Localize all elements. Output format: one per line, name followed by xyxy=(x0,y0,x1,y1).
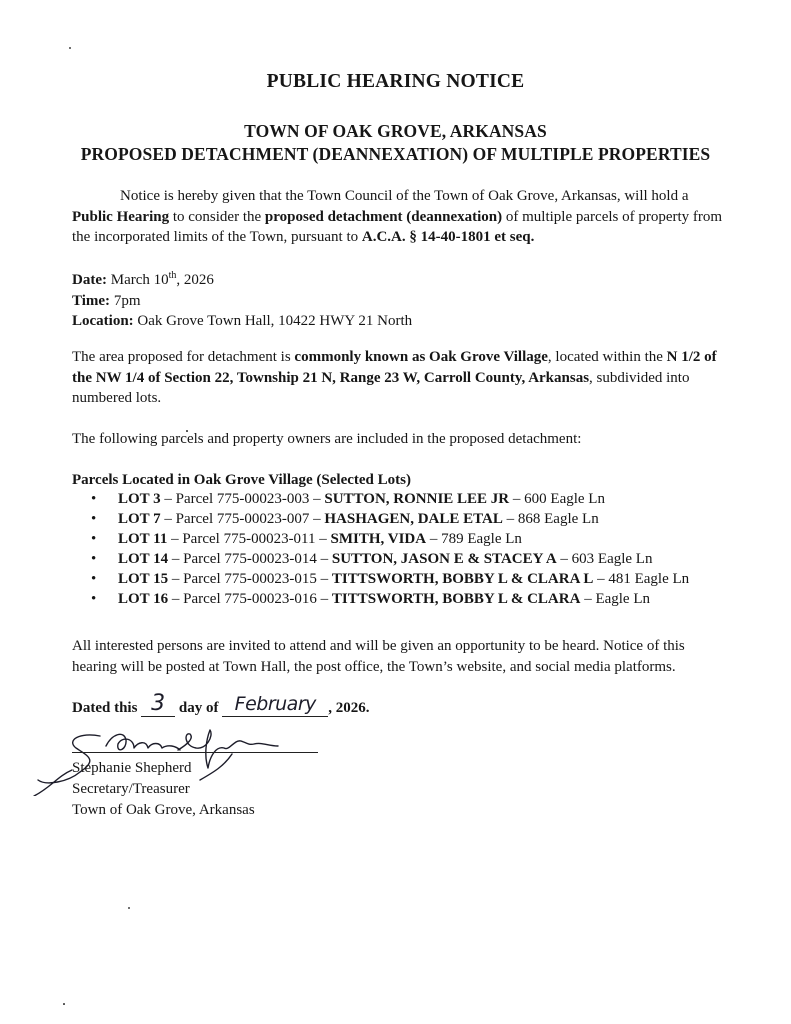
bullet-icon: • xyxy=(91,491,97,507)
separator: – xyxy=(316,570,332,587)
area-bold-village: commonly known as Oak Grove Village xyxy=(294,349,548,365)
list-item xyxy=(72,570,772,590)
separator: – xyxy=(593,570,609,587)
separator: – xyxy=(580,590,596,607)
separator: – xyxy=(160,510,176,527)
lot-number: LOT 3 xyxy=(118,491,161,507)
handwritten-month: February xyxy=(234,693,316,715)
parcel-address: 600 Eagle Ln xyxy=(524,491,605,507)
owner-name: SUTTON, RONNIE LEE JR xyxy=(324,491,510,507)
time-value: 7pm xyxy=(113,292,141,309)
separator: – xyxy=(509,491,525,507)
lot-number: LOT 11 xyxy=(118,530,168,547)
parcels-intro: The following parcels and property owners are included in the proposed detachment: xyxy=(72,431,582,447)
detachment-heading: PROPOSED DETACHMENT (DEANNEXATION) OF MULTIPLE PROPERTIES xyxy=(80,144,711,164)
list-item xyxy=(72,490,772,510)
separator: – xyxy=(502,510,518,527)
parcels-heading: Parcels Located in Oak Grove Village (Selected Lots) xyxy=(72,472,411,488)
area-text-3: , subdivided into numbered lots. xyxy=(72,369,690,406)
parcel-address: 481 Eagle Ln xyxy=(608,570,690,587)
meeting-details xyxy=(72,266,732,332)
intro-bold-public-hearing: Public Hearing xyxy=(72,208,170,225)
lot-number: LOT 15 xyxy=(118,570,169,587)
intro-paragraph xyxy=(72,186,732,248)
town-heading: TOWN OF OAK GROVE, ARKANSAS xyxy=(244,121,547,141)
dated-line xyxy=(72,691,370,717)
parcel-address: Eagle Ln xyxy=(595,590,650,607)
bullet-icon: • xyxy=(91,530,97,547)
bullet-icon: • xyxy=(91,550,97,567)
separator: – xyxy=(426,530,442,547)
invitation-paragraph: All interested persons are invited to attend and will be given an opportunity to be heard. Notice of this hearing will be posted at Town Hall, the post office, the Town’s website, and social media platforms. xyxy=(72,638,685,675)
parcel-number: Parcel 775-00023-003 xyxy=(175,491,310,507)
area-paragraph xyxy=(72,347,732,409)
signer-name: Stephanie Shepherd xyxy=(72,760,192,776)
signer-title: Secretary/Treasurer xyxy=(72,781,190,797)
location-value: Oak Grove Town Hall, 10422 HWY 21 North xyxy=(137,313,413,329)
dated-prefix: Dated this xyxy=(72,700,142,716)
time-label: Time: xyxy=(72,292,111,309)
signer-organization: Town of Oak Grove, Arkansas xyxy=(72,802,255,818)
parcel-list xyxy=(72,490,772,609)
list-item xyxy=(72,550,772,570)
scan-speck xyxy=(63,1003,65,1005)
separator: – xyxy=(316,590,332,607)
parcel-number: Parcel 775-00023-007 xyxy=(175,510,310,527)
scan-speck xyxy=(186,430,188,432)
area-bold-legal-description: N 1/2 of the NW 1/4 of Section 22, Township 21 N, Range 23 W, Carroll County, Arkansas xyxy=(72,349,717,386)
owner-name: SUTTON, JASON E & STACEY A xyxy=(331,550,557,567)
scan-speck xyxy=(69,47,71,49)
bullet-icon: • xyxy=(91,510,97,527)
separator: – xyxy=(315,530,331,547)
bullet-icon: • xyxy=(91,590,97,607)
list-item xyxy=(72,530,772,550)
lot-number: LOT 14 xyxy=(118,550,169,567)
lot-number: LOT 16 xyxy=(118,590,169,607)
owner-name: HASHAGEN, DALE ETAL xyxy=(324,510,503,527)
area-text-2: , located within the xyxy=(547,349,667,365)
lot-number: LOT 7 xyxy=(118,510,161,527)
owner-name: TITTSWORTH, BOBBY L & CLARA L xyxy=(331,570,594,587)
parcel-address: 789 Eagle Ln xyxy=(441,530,522,547)
intro-bold-statute: A.C.A. § 14-40-1801 et seq. xyxy=(361,229,535,245)
handwritten-day: 3 xyxy=(151,691,166,716)
parcel-number: Parcel 775-00023-014 xyxy=(183,550,317,567)
separator: – xyxy=(316,550,332,567)
parcel-number: Parcel 775-00023-016 xyxy=(183,590,317,607)
separator: – xyxy=(167,530,183,547)
date-value: March 10 xyxy=(110,272,169,288)
intro-bold-detachment: proposed detachment (deannexation) xyxy=(264,208,503,225)
intro-text-1: Notice is hereby given that the Town Council of the Town of Oak Grove, Arkansas, will hold a xyxy=(120,188,689,204)
date-ordinal: th xyxy=(168,270,177,281)
dated-middle: day of xyxy=(175,700,223,716)
separator: – xyxy=(168,570,184,587)
separator: – xyxy=(309,491,325,507)
intro-text-2: to consider the xyxy=(169,208,265,225)
separator: – xyxy=(309,510,325,527)
list-item xyxy=(72,590,772,610)
parcel-number: Parcel 775-00023-015 xyxy=(183,570,317,587)
list-item xyxy=(72,510,772,530)
intro-text-3: of multiple parcels of property from the incorporated limits of the Town, pursuant to xyxy=(72,208,723,245)
location-line xyxy=(72,311,732,332)
parcel-address: 603 Eagle Ln xyxy=(571,550,653,567)
signature-line xyxy=(72,752,318,753)
date-year: , 2026 xyxy=(176,272,214,288)
separator: – xyxy=(160,491,176,507)
owner-name: TITTSWORTH, BOBBY L & CLARA xyxy=(331,590,581,607)
separator: – xyxy=(556,550,572,567)
parcel-address: 868 Eagle Ln xyxy=(517,510,599,527)
date-label: Date: xyxy=(72,272,107,288)
notice-title: PUBLIC HEARING NOTICE xyxy=(266,71,525,92)
day-blank xyxy=(141,691,175,717)
owner-name: SMITH, VIDA xyxy=(330,530,427,547)
location-label: Location: xyxy=(72,313,134,329)
separator: – xyxy=(168,590,184,607)
parcel-number: Parcel 775-00023-011 xyxy=(182,530,316,547)
time-line xyxy=(72,291,732,312)
dated-year: , 2026. xyxy=(328,700,370,716)
date-line xyxy=(72,266,732,291)
scan-speck xyxy=(128,907,130,909)
separator: – xyxy=(168,550,184,567)
area-text-1: The area proposed for detachment is xyxy=(72,349,295,365)
month-blank xyxy=(222,693,328,717)
bullet-icon: • xyxy=(91,570,97,587)
